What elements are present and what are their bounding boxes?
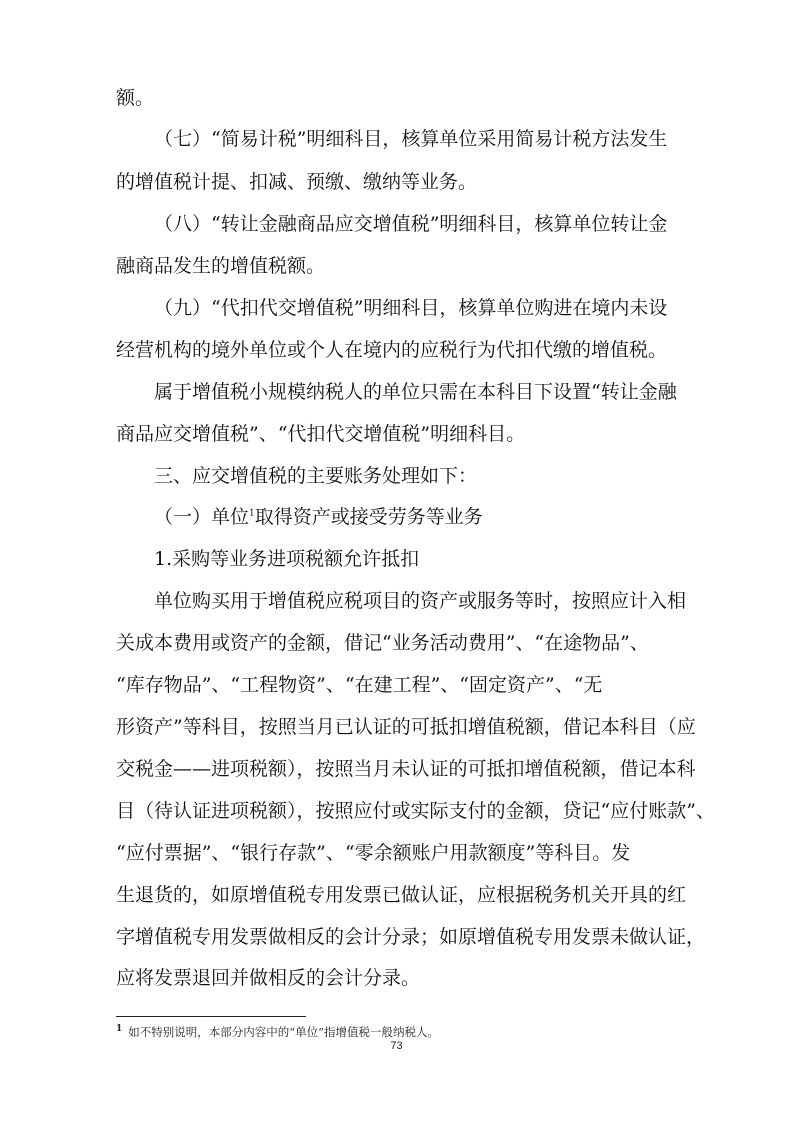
subsection-heading: [154, 505, 483, 529]
text-line: 商品应交增值税”、“代扣代交增值税”明细科目。: [116, 423, 526, 445]
text-line: （八）“转让金融商品应交增值税”明细科目，核算单位转让金: [154, 213, 668, 235]
footnote: [116, 1024, 439, 1040]
text-line: 经营机构的境外单位或个人在境内的应税行为代扣代缴的增值税。: [116, 339, 668, 361]
section-heading: 三、应交增值税的主要账务处理如下：: [154, 465, 478, 487]
text-line: 形资产”等科目，按照当月已认证的可抵扣增值税额，借记本科目（应: [116, 716, 696, 738]
heading-text: （一）单位: [154, 506, 250, 528]
text-line: 属于增值税小规模纳税人的单位只需在本科目下设置“转让金融: [154, 381, 677, 403]
text-line: 关成本费用或资产的金额，借记“业务活动费用”、“在途物品”、: [116, 632, 649, 654]
text-line: （七）“简易计税”明细科目，核算单位采用简易计税方法发生: [154, 128, 668, 150]
footnote-marker: 1: [249, 508, 255, 519]
footnote-text: 如不特别说明，本部分内容中的“单位”指增值税一般纳税人。: [128, 1025, 440, 1039]
text-line: “库存物品”、“工程物资”、“在建工程”、“固定资产”、“无: [116, 674, 603, 696]
text-line: 额。: [116, 87, 155, 109]
text-line: 融商品发生的增值税额。: [116, 255, 326, 277]
text-line: 应将发票退回并做相反的会计分录。: [116, 967, 421, 989]
text-line: （九）“代扣代交增值税”明细科目，核算单位购进在境内未设: [154, 297, 668, 319]
text-line: 字增值税专用发票做相反的会计分录；如原增值税专用发票未做认证，: [116, 926, 706, 948]
page-number: 73: [390, 1040, 403, 1052]
text-line: 交税金——进项税额），按照当月未认证的可抵扣增值税额，借记本科: [116, 758, 696, 780]
text-line: 单位购买用于增值税应税项目的资产或服务等时，按照应计入相: [154, 590, 687, 612]
text-line: 生退货的，如原增值税专用发票已做认证，应根据税务机关开具的红: [116, 884, 687, 906]
item-heading: 1.采购等业务进项税额允许抵扣: [154, 548, 420, 570]
text-line: 的增值税计提、扣减、预缴、缴纳等业务。: [116, 171, 478, 193]
footnote-divider: [116, 1016, 306, 1017]
text-line: “应付票据”、“银行存款”、“零余额账户用款额度”等科目。发: [116, 842, 631, 864]
text-line: 目（待认证进项税额），按照应付或实际支付的金额，贷记“应付账款”、: [116, 800, 715, 822]
footnote-mark: 1: [116, 1024, 123, 1035]
heading-text: 取得资产或接受劳务等业务: [254, 506, 483, 528]
